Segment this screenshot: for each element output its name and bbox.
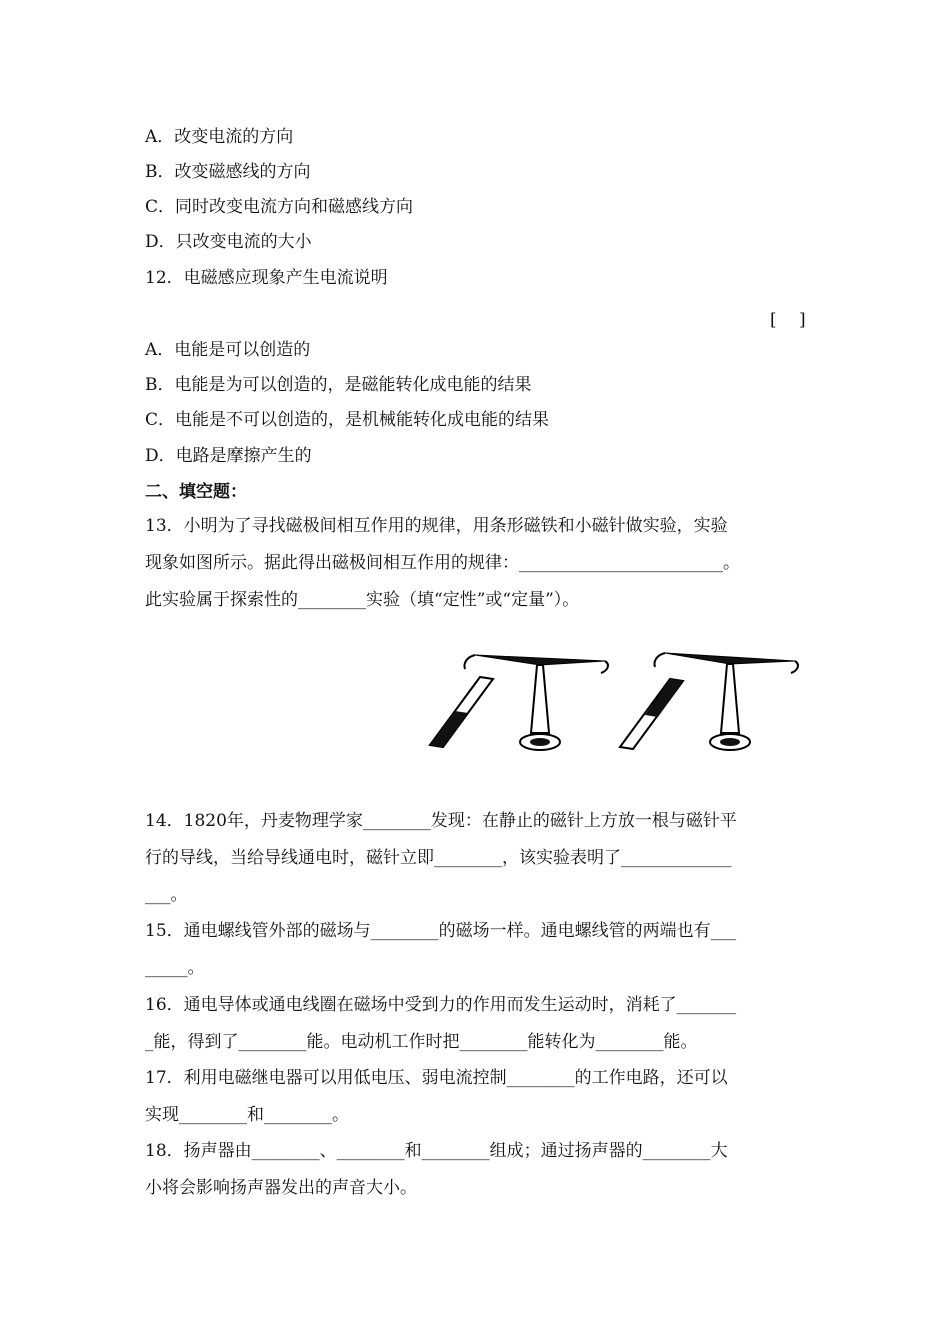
q11-option-b: B．改变磁感线的方向 xyxy=(145,162,311,182)
q14-line-2: 行的导线，当给导线通电时，磁针立即________，该实验表明了_____________ xyxy=(145,848,732,868)
q13-line-2: 现象如图所示。据此得出磁极间相互作用的规律：________________________。 xyxy=(145,553,740,573)
q18-line-1: 18．扬声器由________、________和________组成；通过扬声器的________大 xyxy=(145,1141,728,1161)
q12-option-b: B．电能是为可以创造的，是磁能转化成电能的结果 xyxy=(145,375,532,395)
q13-line-1: 13．小明为了寻找磁极间相互作用的规律，用条形磁铁和小磁针做实验，实验 xyxy=(145,516,728,536)
q16-line-1: 16．通电导体或通电线圈在磁场中受到力的作用而发生运动时，消耗了_______ xyxy=(145,995,737,1015)
q12-option-c: C．电能是不可以创造的，是机械能转化成电能的结果 xyxy=(145,410,550,430)
q17-line-2: 实现________和________。 xyxy=(145,1105,349,1125)
q14-line-3: ___。 xyxy=(145,885,188,905)
magnet-compass-figure xyxy=(425,635,815,770)
q12-stem: 12．电磁感应现象产生电流说明 xyxy=(145,268,388,288)
q13-line-3: 此实验属于探索性的________实验（填“定性”或“定量”）。 xyxy=(145,590,580,610)
q14-line-1: 14．1820年，丹麦物理学家________发现：在静止的磁针上方放一根与磁针平 xyxy=(145,811,737,831)
q15-line-1: 15．通电螺线管外部的磁场与________的磁场一样。通电螺线管的两端也有___ xyxy=(145,921,737,941)
answer-bracket: [ ] xyxy=(770,310,806,330)
q11-option-c: C．同时改变电流方向和磁感线方向 xyxy=(145,197,414,217)
q15-line-2: _____。 xyxy=(145,958,205,978)
q12-option-a: A．电能是可以创造的 xyxy=(145,340,311,360)
q17-line-1: 17．利用电磁继电器可以用低电压、弱电流控制________的工作电路，还可以 xyxy=(145,1068,728,1088)
q11-option-a: A．改变电流的方向 xyxy=(145,127,294,147)
q18-line-2: 小将会影响扬声器发出的声音大小。 xyxy=(145,1178,417,1198)
compass-stand xyxy=(721,664,739,733)
section-title: 二、填空题： xyxy=(145,482,247,502)
experiment-left xyxy=(430,655,608,750)
q12-option-d: D．电路是摩擦产生的 xyxy=(145,446,312,466)
q11-option-d: D．只改变电流的大小 xyxy=(145,232,312,252)
compass-stand xyxy=(531,665,549,733)
experiment-right xyxy=(620,653,798,750)
compass-needle xyxy=(475,655,605,665)
q16-line-2: _能，得到了________能。电动机工作时把________能转化为________能。 xyxy=(145,1032,698,1052)
compass-needle xyxy=(665,653,795,664)
